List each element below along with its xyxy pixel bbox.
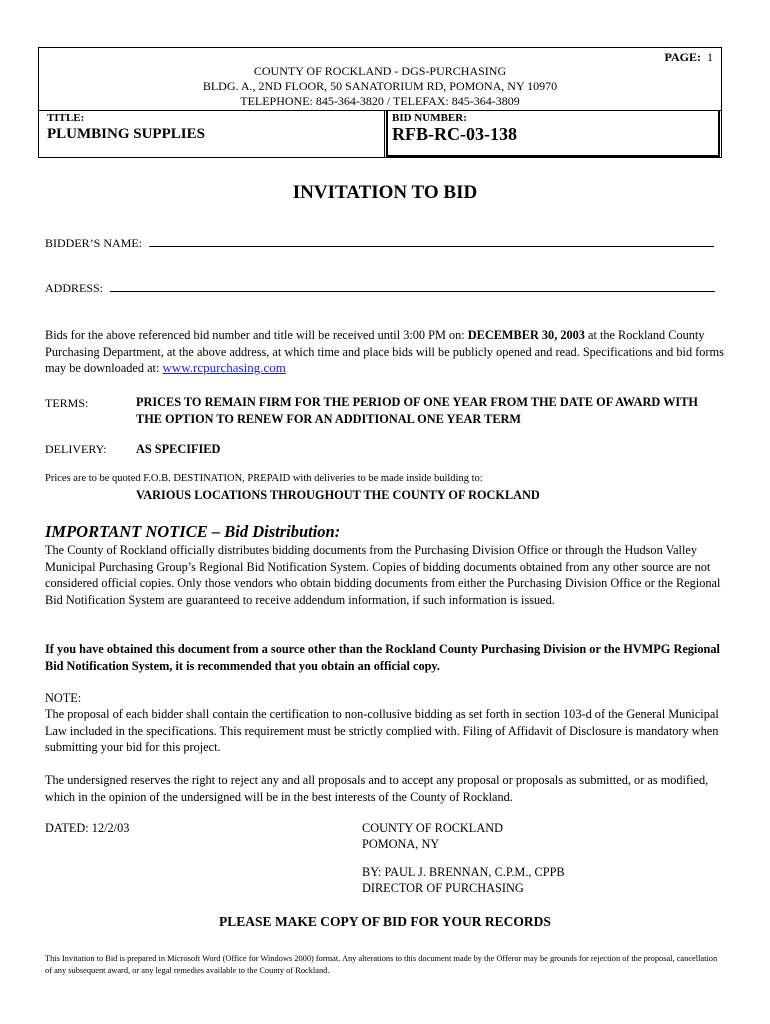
bid-number-label: BID NUMBER: bbox=[392, 112, 467, 124]
address-field[interactable] bbox=[45, 280, 715, 296]
download-link[interactable]: www.rcpurchasing.com bbox=[162, 360, 286, 375]
signature-county: COUNTY OF ROCKLAND bbox=[362, 821, 503, 835]
delivery-locations: VARIOUS LOCATIONS THROUGHOUT THE COUNTY OF ROCKLAND bbox=[136, 488, 540, 502]
address-line: BLDG. A., 2ND FLOOR, 50 SANATORIUM RD, POMONA, NY 10970 bbox=[202, 79, 558, 93]
header-divider-vertical bbox=[384, 110, 385, 158]
header-box bbox=[38, 47, 722, 158]
delivery-label: DELIVERY: bbox=[45, 442, 107, 456]
title-label: TITLE: bbox=[47, 112, 85, 124]
intro-paragraph bbox=[45, 327, 725, 377]
intro-text: Bids for the above referenced bid number and title will be received until 3:00 PM on: bbox=[45, 328, 468, 342]
address-label: ADDRESS: bbox=[45, 281, 104, 295]
page-label: PAGE: bbox=[664, 50, 701, 64]
bid-number-value: RFB-RC-03-138 bbox=[392, 124, 517, 144]
dated: DATED: 12/2/03 bbox=[45, 821, 130, 835]
page-title: INVITATION TO BID bbox=[292, 182, 478, 203]
org-line: COUNTY OF ROCKLAND - DGS-PURCHASING bbox=[253, 64, 507, 78]
note-label: NOTE: bbox=[45, 691, 82, 705]
phone-line: TELEPHONE: 845-364-3820 / TELEFAX: 845-364-3809 bbox=[240, 94, 520, 108]
notice-body: The County of Rockland officially distributes bidding documents from the Purchasing Division Office or through the Hudson Valley Municipal Purchasing Group’s Regional Bid Notification System. Copies of bidding documents obtained from any other source are not considered official copies. Only those vendors who obtain bidding documents from either the Purchasing Division Office or the Regional Bid Notification System are guaranteed to receive addendum information, if such information is issued. bbox=[45, 543, 721, 607]
make-copy-notice: PLEASE MAKE COPY OF BID FOR YOUR RECORDS bbox=[219, 914, 551, 929]
terms-value: PRICES TO REMAIN FIRM FOR THE PERIOD OF ONE YEAR FROM THE DATE OF AWARD WITH THE OPTION TO RENEW FOR AN ADDITIONAL ONE YEAR TERM bbox=[136, 395, 698, 426]
title-value: PLUMBING SUPPLIES bbox=[47, 126, 205, 142]
notice-warning: If you have obtained this document from a source other than the Rockland County Purchasing Division or the HVMPG Regional Bid Notification System, it is recommended that you obtain an official copy. bbox=[45, 642, 720, 673]
note-body: The proposal of each bidder shall contain the certification to non-collusive bidding as set forth in section 103-d of the General Municipal Law included in the specifications. This requirement must be strictly complied with. Filing of Affidavit of Disclosure is mandatory when submitting your bid for this project. bbox=[45, 707, 719, 754]
address-line[interactable] bbox=[110, 280, 715, 292]
page-number: 1 bbox=[707, 50, 713, 64]
bidder-name-field[interactable] bbox=[45, 235, 714, 251]
page-indicator bbox=[665, 50, 713, 65]
bidder-name-label: BIDDER’S NAME: bbox=[45, 236, 143, 250]
terms-label: TERMS: bbox=[45, 396, 89, 410]
intro-text-middle: at the Rockland County Purchasing Department, at the above address, at which time and place bids will be publicly opened and read. Specifications and bid forms may be downloaded at: bbox=[45, 328, 724, 375]
deadline-date: DECEMBER 30, 2003 bbox=[467, 328, 585, 342]
footer-note: This Invitation to Bid is prepared in Microsoft Word (Office for Windows 2000) format. Any alterations to this document made by the Offeror may be grounds for rejection of the proposal, cancellation of any subsequent award, or any legal remedies available to the County of Rockland. bbox=[45, 954, 718, 975]
fob-text: Prices are to be quoted F.O.B. DESTINATION, PREPAID with deliveries to be made inside building to: bbox=[45, 473, 483, 484]
delivery-value: AS SPECIFIED bbox=[136, 442, 221, 456]
signature-role: DIRECTOR OF PURCHASING bbox=[362, 881, 524, 895]
signature-city: POMONA, NY bbox=[362, 837, 440, 851]
bidder-name-line[interactable] bbox=[149, 235, 714, 247]
important-notice-title: IMPORTANT NOTICE – Bid Distribution: bbox=[45, 522, 341, 541]
signature-by: BY: PAUL J. BRENNAN, C.P.M., CPPB bbox=[362, 865, 565, 879]
reserve-paragraph: The undersigned reserves the right to reject any and all proposals and to accept any proposal or proposals as submitted, or as modified, which in the opinion of the undersigned will be in the best interests of the County of Rockland. bbox=[45, 773, 709, 804]
